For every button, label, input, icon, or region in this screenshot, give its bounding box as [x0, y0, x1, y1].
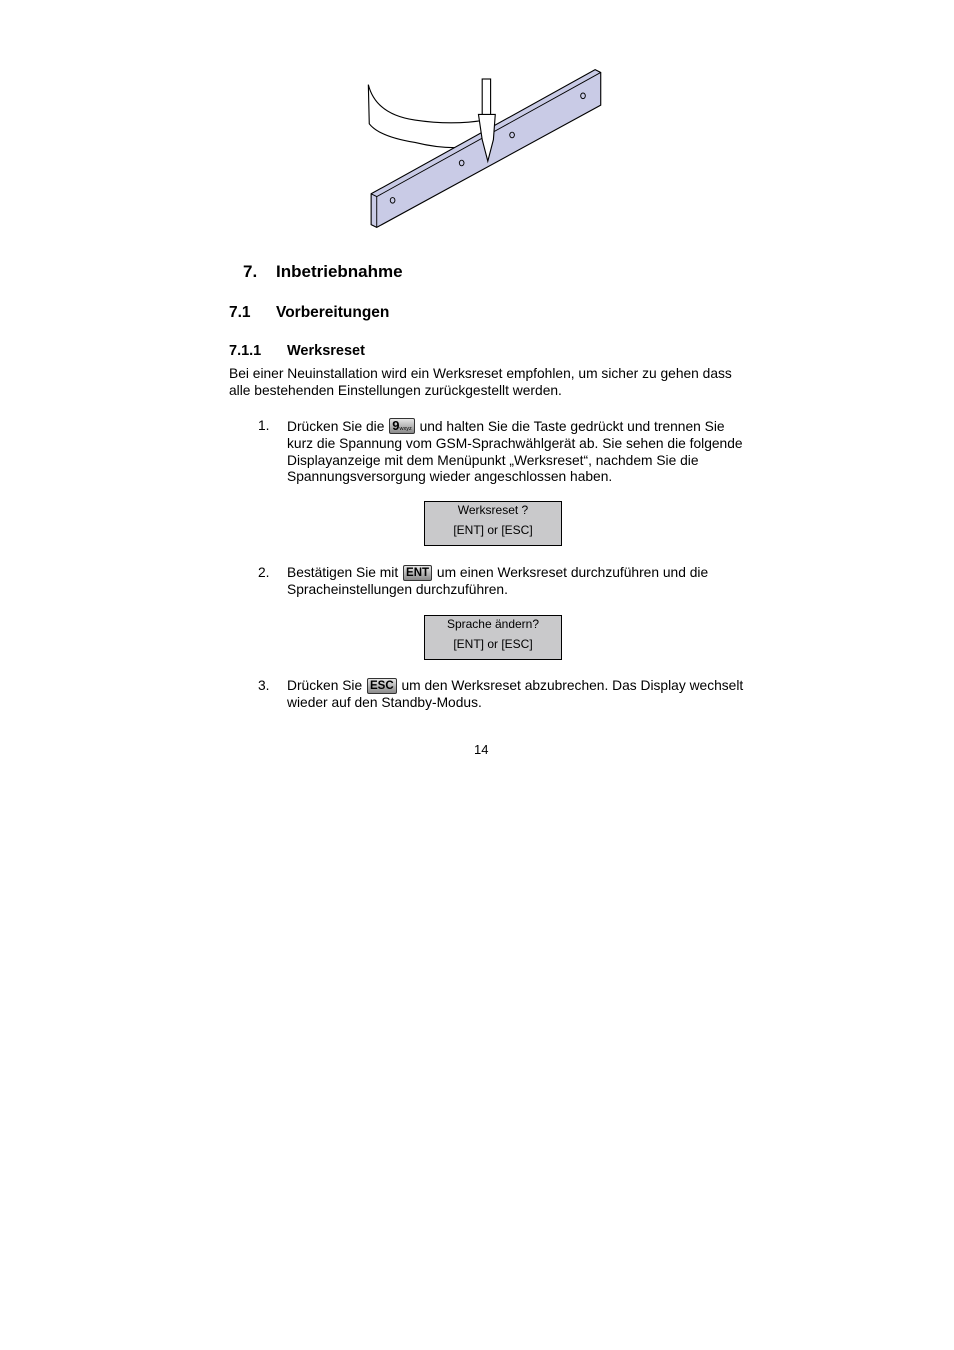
key-esc-icon: ESC [367, 678, 397, 694]
step-text-after: um einen Werksreset durchzuführen und die Spracheinstellungen durchzuführen. [287, 565, 709, 597]
key-sublabel: wxyz [399, 426, 412, 432]
step-number: 1. [258, 418, 270, 433]
key-label: 9 [392, 418, 400, 433]
section-title: Inbetriebnahme [276, 262, 403, 281]
step-text-before: Drücken Sie die [287, 419, 385, 434]
step-text-after: um den Werksreset abzubrechen. Das Display wechselt wieder auf den Standby-Modus. [287, 678, 744, 710]
pipe-band [368, 85, 485, 148]
display-line-1: Sprache ändern? [446, 617, 540, 631]
step-text-before: Drücken Sie [287, 678, 363, 693]
screwdriver-shaft [482, 79, 490, 118]
subsection-number: 7.1 [229, 304, 251, 321]
subsubsection-title: Werksreset [287, 343, 365, 359]
subsection-heading [229, 304, 389, 322]
lcd-display [424, 501, 562, 546]
intro-paragraph: Bei einer Neuinstallation wird ein Werksreset empfohlen, um sicher zu gehen dass alle bestehenden Einstellungen zurückgestellt werden. [229, 366, 732, 398]
section-number: 7. [243, 262, 258, 281]
display-line-2: [ENT] or [ESC] [453, 637, 533, 651]
step-text-after: und halten Sie die Taste gedrückt und trennen Sie kurz die Spannung vom GSM-Sprachwählgerät ab. Sie sehen die folgende Displayanzeige mit dem Menüpunkt „Werksreset“, nachdem Sie die Spannungsversorgung wieder angeschlossen haben. [287, 419, 743, 485]
step-number: 3. [258, 678, 270, 693]
subsubsection-heading [229, 343, 365, 359]
step-number: 2. [258, 565, 270, 580]
step-text [287, 678, 747, 712]
key-ent-icon: ENT [403, 565, 432, 581]
section-heading [243, 262, 403, 282]
key-9-icon [389, 418, 414, 434]
subsection-title: Vorbereitungen [276, 304, 390, 321]
display-line-2: [ENT] or [ESC] [453, 523, 533, 537]
display-line-1: Werksreset ? [457, 503, 529, 517]
step-text [287, 418, 747, 486]
page-number: 14 [474, 742, 489, 757]
mounting-illustration [355, 65, 615, 233]
step-text-before: Bestätigen Sie mit [287, 565, 399, 580]
step-text [287, 565, 747, 599]
lcd-display [424, 615, 562, 660]
subsubsection-number: 7.1.1 [229, 343, 262, 359]
